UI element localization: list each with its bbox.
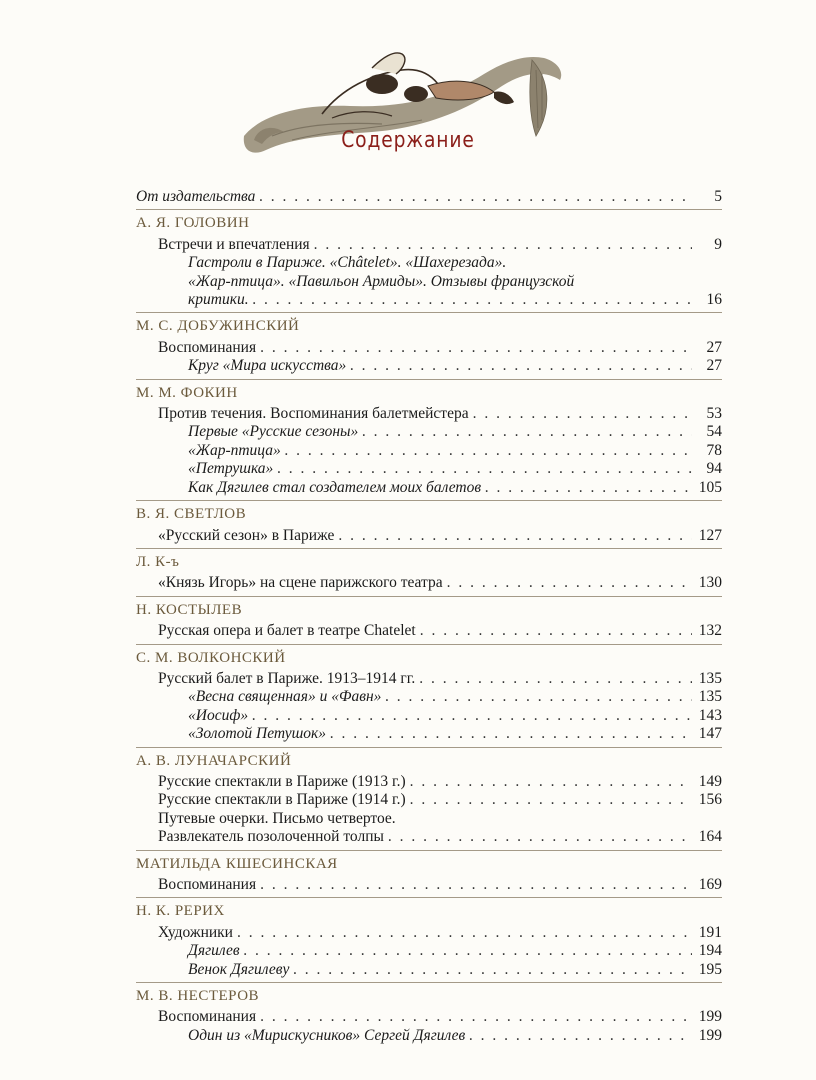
leader-dots <box>293 961 692 979</box>
leader-dots <box>388 828 692 846</box>
entry-title: Первые «Русские сезоны» <box>188 423 359 441</box>
leader-dots <box>237 924 692 942</box>
entry-title: Воспоминания <box>158 876 257 893</box>
toc-entry[interactable] <box>136 828 722 846</box>
entry-title: Воспоминания <box>158 1008 257 1026</box>
entry-title: «Петрушка» <box>188 460 274 478</box>
entry-title: «Золотой Петушок» <box>188 725 327 743</box>
toc-entry[interactable] <box>136 527 722 545</box>
page-number: 16 <box>706 291 722 309</box>
leader-dots <box>260 339 692 357</box>
page-number: 195 <box>698 960 722 978</box>
toc-entry[interactable] <box>136 460 722 478</box>
entry-title: Русские спектакли в Париже (1913 г.) <box>158 772 406 790</box>
toc-entry[interactable] <box>136 1008 722 1026</box>
entry-title: «Русский сезон» в Париже <box>158 526 335 544</box>
page-number: 105 <box>698 478 722 496</box>
leader-dots <box>260 1008 692 1026</box>
toc-entry[interactable] <box>136 405 722 423</box>
toc-entry[interactable] <box>136 961 722 979</box>
author-heading: М. В. НЕСТЕРОВ <box>136 988 260 1005</box>
entry-title: критики. <box>188 291 249 309</box>
page-number: 53 <box>706 405 722 423</box>
toc-entry[interactable] <box>136 1027 722 1045</box>
leader-dots <box>410 773 692 791</box>
entry-title: Русские спектакли в Париже (1914 г.) <box>158 791 406 809</box>
entry-title: От издательства <box>136 188 256 205</box>
leader-dots <box>330 725 692 743</box>
page-number: 135 <box>698 669 722 687</box>
toc-entry[interactable] <box>136 773 722 791</box>
author-heading: Н. КОСТЫЛЕВ <box>136 601 243 618</box>
author-heading: Н. К. РЕРИХ <box>136 903 225 920</box>
author-heading: А. В. ЛУНАЧАРСКИЙ <box>136 752 292 769</box>
page-number: 127 <box>698 526 722 544</box>
page-number: 191 <box>698 923 722 941</box>
entry-title: Развлекатель позолоченной толпы <box>158 828 384 846</box>
page-number: 135 <box>698 688 722 706</box>
entry-title: «Иосиф» <box>188 706 249 724</box>
leader-dots <box>350 357 692 375</box>
toc-entry[interactable] <box>136 791 722 809</box>
page-number: 94 <box>706 460 722 478</box>
toc-entry[interactable] <box>136 707 722 725</box>
author-heading: В. Я. СВЕТЛОВ <box>136 506 247 523</box>
page-number: 199 <box>698 1008 722 1026</box>
leader-dots <box>259 188 692 206</box>
leader-dots <box>277 460 692 478</box>
page-number: 9 <box>714 235 722 253</box>
entry-title-line: Путевые очерки. Письмо четвертое. <box>158 809 396 827</box>
author-heading: А. Я. ГОЛОВИН <box>136 215 250 232</box>
page-number: 54 <box>706 423 722 441</box>
leader-dots <box>338 527 692 545</box>
toc-entry[interactable] <box>136 876 722 894</box>
leader-dots <box>260 876 692 894</box>
toc-entry[interactable] <box>136 357 722 375</box>
toc-entry[interactable] <box>136 291 722 309</box>
leader-dots <box>469 1027 692 1045</box>
entry-title: «Жар-птица» <box>188 441 281 459</box>
leader-dots <box>314 236 692 254</box>
entry-title: Круг «Мира искусства» <box>188 357 347 375</box>
page-number: 164 <box>698 828 722 846</box>
entry-title-line: Гастроли в Париже. «Châtelet». «Шахерезада». <box>188 254 507 272</box>
leader-dots <box>244 942 692 960</box>
toc-entry[interactable] <box>136 725 722 743</box>
toc-entry[interactable] <box>136 924 722 942</box>
page-number: 5 <box>714 188 722 205</box>
leader-dots <box>447 574 692 592</box>
leader-dots <box>485 479 692 497</box>
entry-title: Воспоминания <box>158 338 257 356</box>
page-number: 143 <box>698 706 722 724</box>
entry-title: Против течения. Воспоминания балетмейстера <box>158 405 469 423</box>
entry-title: «Весна священная» и «Фавн» <box>188 688 382 706</box>
toc-entry[interactable] <box>136 574 722 592</box>
leader-dots <box>419 670 692 688</box>
leader-dots <box>385 688 692 706</box>
entry-title: «Князь Игорь» на сцене парижского театра <box>158 574 443 592</box>
entry-title: Венок Дягилеву <box>188 960 290 978</box>
entry-title: Русская опера и балет в театре Chatelet <box>158 622 416 640</box>
page-number: 156 <box>698 791 722 809</box>
page-number: 149 <box>698 772 722 790</box>
page-title: Содержание <box>341 128 475 153</box>
entry-title: Один из «Мирискусников» Сергей Дягилев <box>188 1026 466 1044</box>
entry-title: Как Дягилев стал создателем моих балетов <box>188 478 482 496</box>
page-number: 27 <box>706 357 722 375</box>
toc-entry[interactable] <box>136 479 722 497</box>
entry-title: Дягилев <box>188 942 240 960</box>
leader-dots <box>473 405 692 423</box>
toc-entry[interactable] <box>136 442 722 460</box>
page-number: 27 <box>706 338 722 356</box>
page-number: 130 <box>698 574 722 592</box>
author-heading: С. М. ВОЛКОНСКИЙ <box>136 649 286 666</box>
leader-dots <box>285 442 692 460</box>
leader-dots <box>410 791 692 809</box>
leader-dots <box>252 707 692 725</box>
entry-title: Встречи и впечатления <box>158 235 310 253</box>
leader-dots <box>420 622 692 640</box>
page-number: 194 <box>698 942 722 960</box>
toc-entry[interactable] <box>136 236 722 254</box>
author-heading: МАТИЛЬДА КШЕСИНСКАЯ <box>136 855 338 872</box>
entry-title: Русский балет в Париже. 1913–1914 гг. <box>158 669 416 687</box>
page-number: 147 <box>698 725 722 743</box>
toc-entry[interactable] <box>136 339 722 357</box>
page-number: 199 <box>698 1026 722 1044</box>
author-heading: М. С. ДОБУЖИНСКИЙ <box>136 318 300 335</box>
toc-entry[interactable] <box>136 688 722 706</box>
page-number: 169 <box>698 876 722 893</box>
toc-entry[interactable] <box>136 423 722 441</box>
toc-entry-intro[interactable] <box>136 188 722 206</box>
toc-entry[interactable] <box>136 942 722 960</box>
author-heading: М. М. ФОКИН <box>136 384 238 401</box>
page-number: 132 <box>698 622 722 640</box>
page-number: 78 <box>706 441 722 459</box>
table-of-contents <box>136 188 722 1045</box>
toc-entry[interactable] <box>136 670 722 688</box>
toc-entry[interactable] <box>136 622 722 640</box>
author-heading: Л. К-ъ <box>136 553 180 570</box>
entry-title-line: «Жар-птица». «Павильон Армиды». Отзывы французской <box>188 272 575 290</box>
leader-dots <box>362 423 692 441</box>
leader-dots <box>253 291 692 309</box>
entry-title: Художники <box>158 923 233 941</box>
